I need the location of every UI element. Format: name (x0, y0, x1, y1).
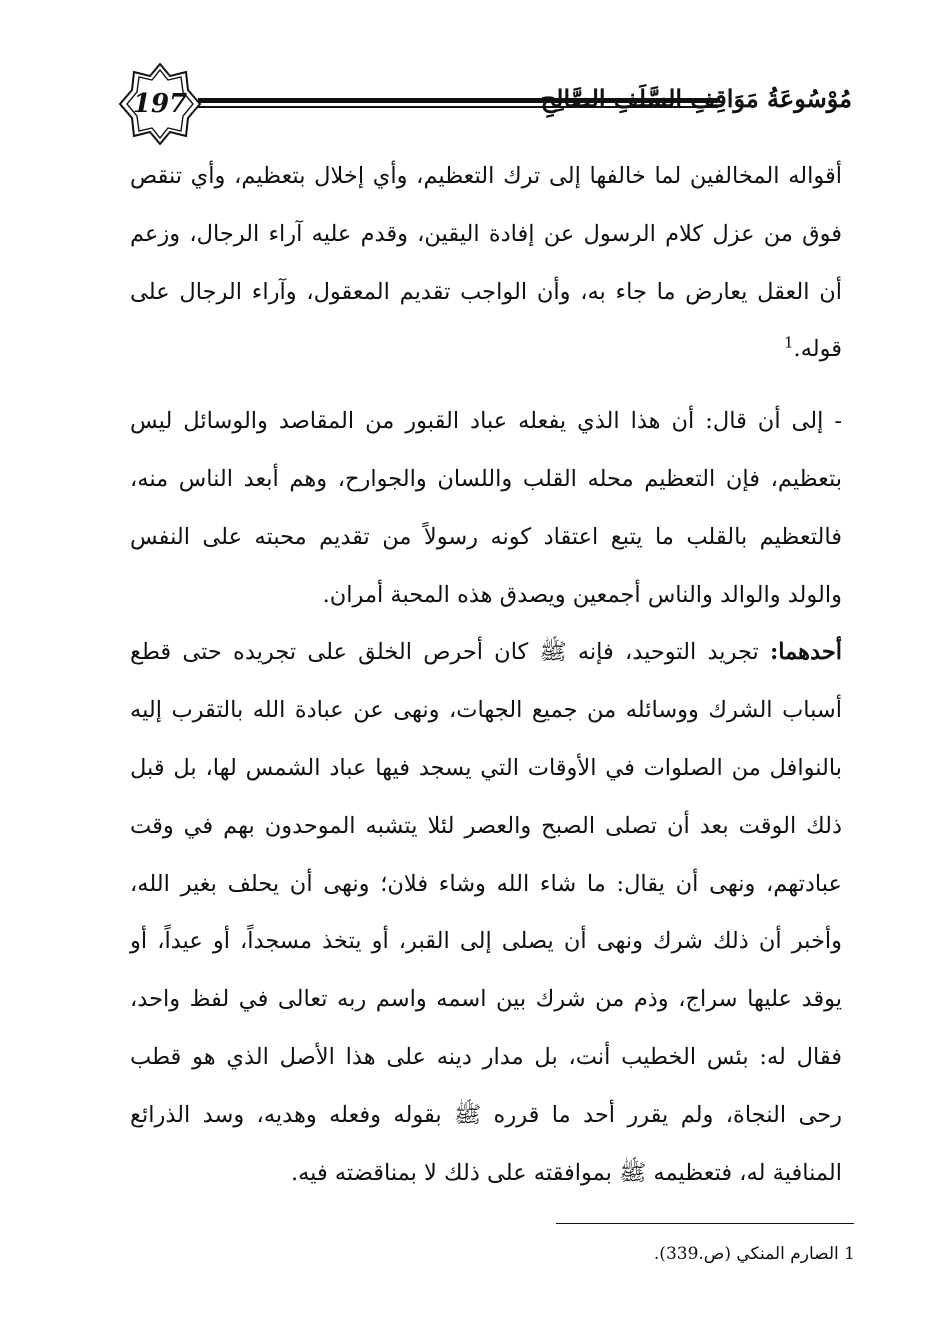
footnote-separator (556, 1223, 854, 1224)
paragraph (130, 624, 842, 1202)
page-number-badge (118, 62, 202, 146)
paragraph-lead-word: أحدهما: (769, 639, 842, 666)
main-text (130, 148, 842, 1202)
footnote-reference: 1 (784, 333, 794, 352)
paragraph: - إلى أن قال: أن هذا الذي يفعله عباد القبور من المقاصد والوسائل ليس بتعظيم، فإن التعظيم محله القلب واللسان والجوارح، وهم أبعد الناس منه، فالتعظيم بالقلب ما يتبع اعتقاد كونه رسولاً من تقديم محبته على النفس والولد والوالد والناس أجمعين ويصدق هذه المحبة أمران. (130, 408, 842, 608)
paragraph-text: تجريد التوحيد، فإنه ﷺ كان أحرص الخلق على تجريده حتى قطع أسباب الشرك ووسائله من جميع الجهات، ونهى عن عبادة الله بالتقرب إليه بالنوافل من الصلوات في الأوقات التي يسجد فيها عباد الشمس لها، بل قبل ذلك الوقت بعد أن تصلى الصبح والعصر لئلا يتشبه الموحدون بهم في وقت عبادتهم، ونهى أن يقال: ما شاء الله وشاء فلان؛ ونهى أن يحلف بغير الله، وأخبر أن ذلك شرك ونهى أن يصلى إلى القبر، أو يتخذ مسجداً، أو عيداً، أو يوقد عليها سراج، وذم من شرك بين اسمه واسم ربه تعالى في لفظ واحد، فقال له: بئس الخطيب أنت، بل مدار دينه على هذا الأصل الذي هو قطب رحى النجاة، ولم يقرر أحد ما قرره ﷺ بقوله وفعله وهديه، وسد الذرائع المنافية له، فتعظيمه ﷺ بموافقته على ذلك لا بمناقضته فيه. (130, 639, 842, 1186)
page-number: 197 (132, 89, 188, 119)
footnote: 1 الصارم المنكي (ص.339). (653, 1244, 855, 1264)
paragraph-text: أقواله المخالفين لما خالفها إلى ترك التعظيم، وأي إخلال بتعظيم، وأي تنقص فوق من عزل كلام الرسول عن إفادة اليقين، وقدم عليه آراء الرجال، وزعم أن العقل يعارض ما جاء به، وأن الواجب تقديم المعقول، وآراء الرجال على قوله. (130, 163, 842, 363)
series-title: مُوْسُوعَةُ مَوَاقِفِ السَّلَفِ الصَّالِحِ (540, 84, 852, 113)
page-header (118, 62, 852, 142)
paragraph (130, 148, 842, 379)
